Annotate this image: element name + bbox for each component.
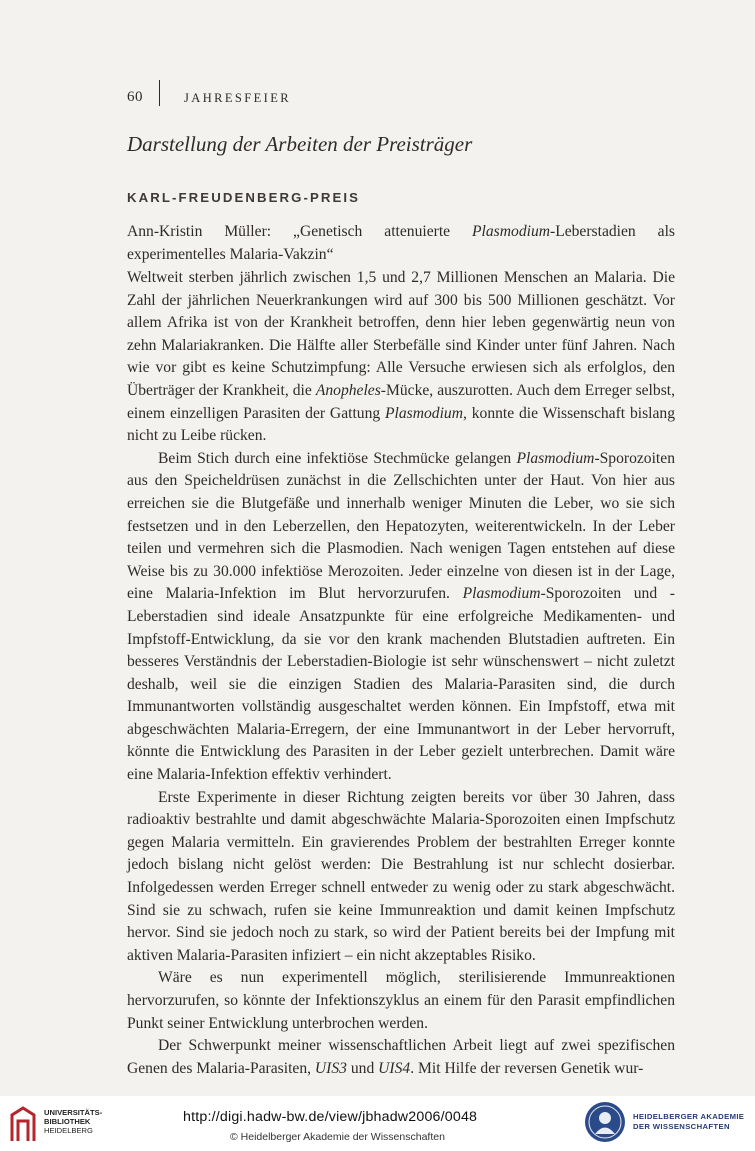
text-run: Beim Stich durch eine infektiöse Stechmücke gelangen <box>158 449 517 467</box>
paragraph <box>127 267 675 448</box>
paragraph <box>127 448 675 787</box>
university-library-logo-icon <box>8 1105 38 1143</box>
paper-title <box>127 221 675 266</box>
text-run: Der Schwerpunkt meiner wissenschaftlichen Arbeit liegt auf zwei spezifischen Genen des Malaria-Parasiten, <box>127 1037 675 1077</box>
italic-term: UIS4 <box>378 1059 411 1077</box>
italic-term: Plasmodium <box>385 404 463 422</box>
text-run: Wäre es nun experimentell möglich, sterilisierende Immunreaktionen hervorzurufen, so könnte der Infektionszyklus an einem für den Parasit empfindlichen Punkt seiner Entwicklung unterbrochen werden. <box>127 969 675 1032</box>
paper-title-author: Ann-Kristin Müller: „Genetisch attenuierte <box>127 223 473 240</box>
academy-seal-icon <box>584 1101 626 1143</box>
text-run: Weltweit sterben jährlich zwischen 1,5 und 2,7 Millionen Menschen an Malaria. Die Zahl der jährlichen Neuerkrankungen wird auf 300 bis 500 Millionen geschätzt. Vor allem Afrika ist von der Krankheit betroffen, denn hier leben gegenwärtig neun von zehn Malariakranken. Die Hälfte aller Sterbefälle sind Kinder unter fünf Jahren. Nach wie vor gibt es keine Schutzimpfung: Alle Versuche erwiesen sich als erfolglos, den Überträger der Krankheit, die <box>127 269 675 399</box>
text-run: -Sporozoiten aus den Speicheldrüsen zunächst in die Zellschichten unter der Haut. Von hier aus erreichen sie die Blutgefäße und innerhalb weniger Minuten die Leber, wo sie sich festsetzen und in den Leberzellen, den Hepatozyten, weiterentwickeln. In der Leber teilen und vermehren sich die Plasmodien. Nach wenigen Tagen entstehen auf diese Weise bis zu 30.000 infektiöse Merozoiten. Jeder einzelne von diesen ist in der Lage, eine Malaria-Infektion im Blut hervorzurufen. <box>127 449 675 603</box>
text-run: -Mücke, auszurotten. Auch dem Erreger selbst, einem einzelligen Parasiten der Gattung <box>127 381 675 422</box>
paragraph <box>127 967 675 1035</box>
text-run: , konnte die Wissenschaft bislang nicht zu Leibe rücken. <box>127 404 676 445</box>
body-text <box>127 267 675 1080</box>
paper-title-rest: -Leberstadien als experimentelles Malaria-Vakzin“ <box>127 223 675 263</box>
paper-title-genus: Plasmodium <box>472 223 550 240</box>
paragraph <box>127 1035 675 1080</box>
text-run: . Mit Hilfe der reversen Genetik wur- <box>410 1059 644 1077</box>
copyright-notice: © Heidelberger Akademie der Wissenschaften <box>230 1131 445 1143</box>
italic-term: Plasmodium <box>462 585 541 603</box>
academy-name: HEIDELBERGER AKADEMIE DER WISSENSCHAFTEN <box>633 1112 745 1131</box>
section-title: Darstellung der Arbeiten der Preisträger <box>127 132 473 156</box>
italic-term: UIS3 <box>314 1059 347 1077</box>
prize-heading: KARL-FREUDENBERG-PREIS <box>127 190 361 205</box>
running-title: JAHRESFEIER <box>184 91 291 105</box>
text-run: -Sporozoiten und -Leberstadien sind ideale Ansatzpunkte für eine erfolgreiche Medikamenten- und Impfstoff-Entwicklung, da sie vor den krank machenden Blutstadien auftreten. Ein besseres Verständnis der Leberstadien-Biologie ist sehr wünschenswert – nicht zuletzt deshalb, weil sie die einzigen Stadien des Malaria-Parasiten sind, die durch Immunantworten vollständig ausgeschaltet werden können. Ein Impfstoff, etwa mit abgeschwächten Malaria-Erregern, der eine Immunantwort in der Leber hervorruft, könnte die Entwicklung des Parasiten in der Leber gezielt unterbrechen. Damit wäre eine Malaria-Infektion effektiv verhindert. <box>127 585 675 784</box>
footer <box>0 1096 755 1151</box>
page-number: 60 <box>127 89 143 105</box>
text-run: Erste Experimente in dieser Richtung zeigten bereits vor über 30 Jahren, dass radioaktiv bestrahlte und damit abgeschwächte Malaria-Sporozoiten einen Impfschutz gegen Malaria vermitteln. Ein gravierendes Problem der bestrahlten Erreger konnte jedoch bislang nicht gelöst werden: Die Bestrahlung ist nur schlecht dosierbar. Infolgedessen werden Erreger schnell entweder zu wenig oder zu stark abgeschwächt. Sind sie zu schwach, rufen sie keine Immunreaktion und damit keinen Impfschutz hervor. Sind sie jedoch noch zu stark, so wird der Patient bereits bei der Impfung mit aktiven Malaria-Parasiten infiziert – ein nicht akzeptables Risiko. <box>127 788 675 964</box>
italic-term: Anopheles <box>315 381 381 399</box>
text-run: und <box>346 1059 379 1077</box>
university-library-name: UNIVERSITÄTS- BIBLIOTHEK HEIDELBERG <box>44 1108 103 1135</box>
paragraph <box>127 787 675 968</box>
italic-term: Plasmodium <box>516 449 595 467</box>
permalink[interactable]: http://digi.hadw-bw.de/view/jbhadw2006/0048 <box>183 1109 478 1125</box>
running-header <box>127 82 291 106</box>
header-divider <box>159 80 160 106</box>
